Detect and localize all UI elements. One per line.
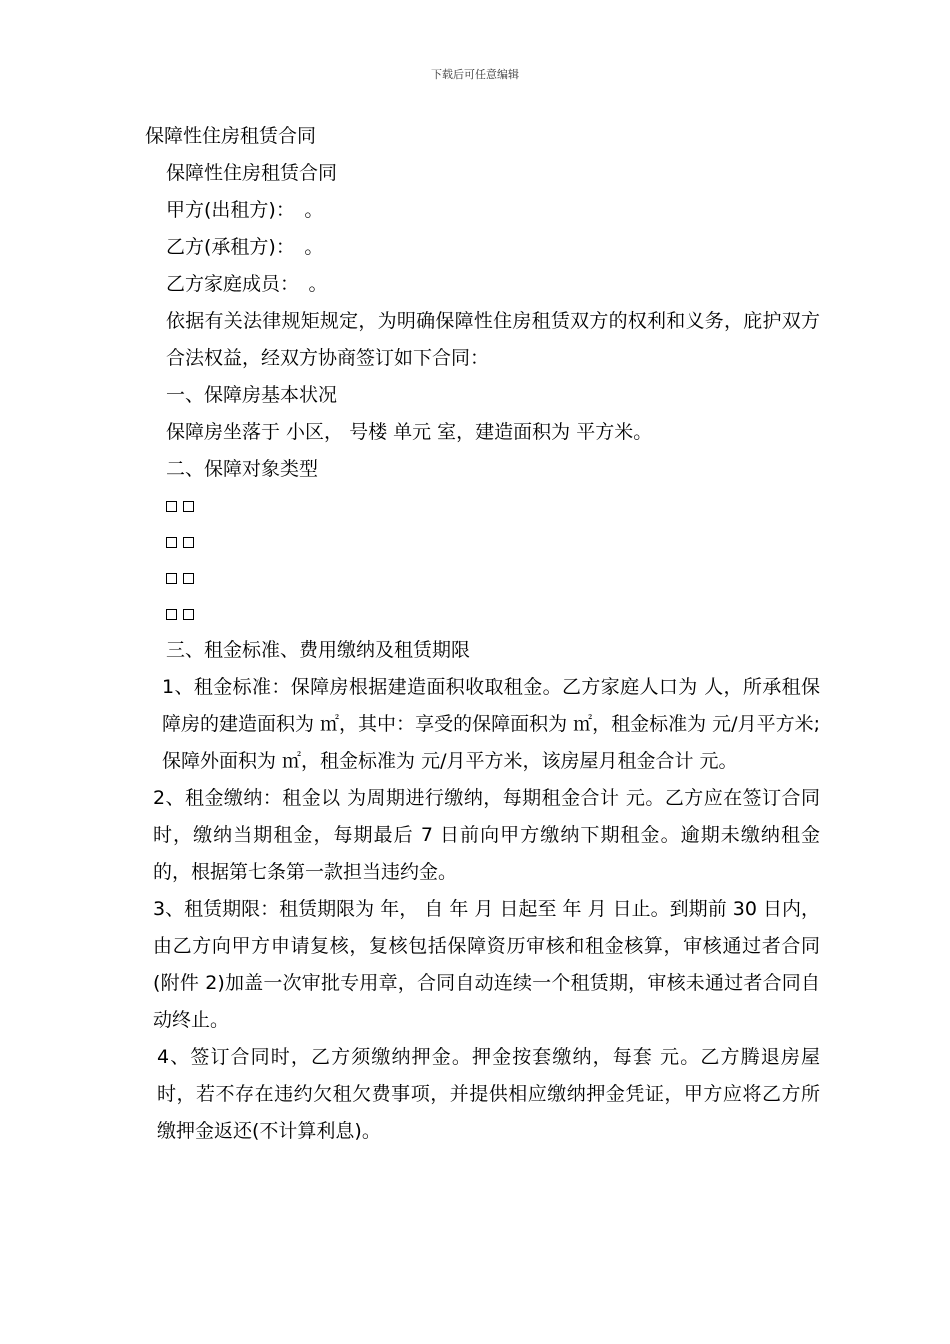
section-2-heading: 二、保障对象类型: [166, 458, 319, 480]
checkbox-row: [145, 596, 820, 632]
section-1-heading: 一、保障房基本状况: [166, 384, 338, 406]
family-members-line: 乙方家庭成员： 。: [166, 273, 328, 295]
checkbox-row: [145, 488, 820, 524]
checkbox-icon: [166, 537, 177, 548]
party-b-line: 乙方(承租方)： 。: [166, 236, 324, 258]
checkbox-row: [145, 524, 820, 560]
clause-deposit: 4、签订合同时，乙方须缴纳押金。押金按套缴纳，每套 元。乙方腾退房屋时，若不存在违约欠租欠费事项，并提供相应缴纳押金凭证，甲方应将乙方所缴押金返还(不计算利息)。: [157, 1046, 820, 1142]
clause-rent-payment: 2、租金缴纳：租金以 为周期进行缴纳，每期租金合计 元。乙方应在签订合同时，缴纳当期租金，每期最后 7 日前向甲方缴纳下期租金。逾期未缴纳租金的，根据第七条第一款担当违约金。: [153, 787, 820, 883]
checkbox-icon: [183, 501, 194, 512]
document-title: 保障性住房租赁合同: [145, 125, 317, 147]
section-1-text: 保障房坐落于 小区， 号楼 单元 室，建造面积为 平方米。: [166, 421, 653, 443]
checkbox-icon: [183, 609, 194, 620]
section-3-heading: 三、租金标准、费用缴纳及租赁期限: [166, 639, 471, 661]
preamble-paragraph: 依据有关法律规矩规定，为明确保障性住房租赁双方的权利和义务，庇护双方合法权益，经双方协商签订如下合同：: [166, 310, 820, 369]
clause-rent-standard: 1、租金标准：保障房根据建造面积收取租金。乙方家庭人口为 人，所承租保障房的建造面积为 ㎡，其中：享受的保障面积为 ㎡，租金标准为 元/月平方米;保障外面积为 ㎡，租金标准为 元/月平方米，该房屋月租金合计 元。: [162, 676, 820, 772]
party-a-line: 甲方(出租方)： 。: [166, 199, 324, 221]
checkbox-icon: [166, 501, 177, 512]
checkbox-icon: [166, 573, 177, 584]
header-note: 下载后可任意编辑: [431, 68, 519, 81]
checkbox-icon: [183, 573, 194, 584]
checkbox-row: [145, 560, 820, 596]
document-subtitle: 保障性住房租赁合同: [166, 162, 338, 184]
document-body: [145, 118, 820, 1150]
checkbox-list: [145, 488, 820, 632]
checkbox-icon: [166, 609, 177, 620]
checkbox-icon: [183, 537, 194, 548]
clause-lease-term: 3、租赁期限：租赁期限为 年， 自 年 月 日起至 年 月 日止。到期前 30 日内，由乙方向甲方申请复核，复核包括保障资历审核和租金核算，审核通过者合同(附件 2)加盖一次审批专用章，合同自动连续一个租赁期，审核未通过者合同自动终止。: [153, 898, 820, 1031]
